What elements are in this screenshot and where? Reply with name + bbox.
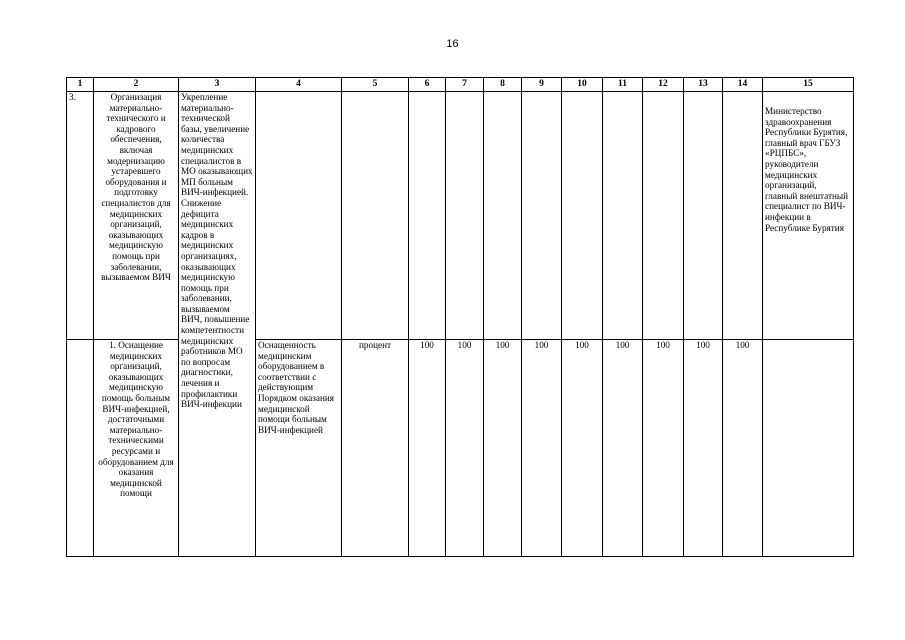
empty-cell <box>684 92 723 340</box>
empty-cell <box>763 340 854 557</box>
empty-cell <box>643 92 684 340</box>
header-cell-10: 10 <box>562 78 603 92</box>
expected-results: Укрепление материально-технической базы, увеличение количества медицинских специалистов в МО оказывающих МП больным ВИЧ-инфекцией. Снижение дефицита медицинских кадров в медицинских организациях, оказывающих медицинскую помощь при заболевании, вызываемом ВИЧ, повышение компетентности медицинских работников МО по вопросам диагностики, лечения и профилактики ВИЧ-инфекции <box>179 92 256 557</box>
value-cell: 100 <box>484 340 522 557</box>
indicator-description: Оснащенность медицинским оборудованием в соответствии с действующим Порядком оказания медицинской помощи больным ВИЧ-инфекцией <box>256 340 342 557</box>
unit-of-measure: процент <box>342 340 409 557</box>
header-cell-7: 7 <box>446 78 484 92</box>
value-cell: 100 <box>643 340 684 557</box>
empty-cell <box>409 92 446 340</box>
task-description: Организация материально-технического и кадрового обеспечения, включая модернизацию устаревшего оборудования и подготовку специалистов для медицинских организаций, оказывающих медицинскую помощь при заболевании, вызываемом ВИЧ <box>94 92 179 340</box>
empty-cell <box>484 92 522 340</box>
page-number: 16 <box>446 38 459 50</box>
header-row <box>67 78 854 92</box>
value-cell: 100 <box>684 340 723 557</box>
header-cell-15: 15 <box>763 78 854 92</box>
responsible-parties <box>763 92 854 340</box>
empty-cell <box>67 340 94 557</box>
header-cell-14: 14 <box>723 78 763 92</box>
value-cell: 100 <box>562 340 603 557</box>
header-cell-9: 9 <box>522 78 562 92</box>
header-cell-8: 8 <box>484 78 522 92</box>
empty-cell <box>446 92 484 340</box>
header-cell-1: 1 <box>67 78 94 92</box>
empty-cell <box>562 92 603 340</box>
header-cell-2: 2 <box>94 78 179 92</box>
responsible-parties-text: Министерство здравоохранения Республики Бурятия, главный врач ГБУЗ «РЦПБС», руководители медицинских организаций, главный внештатный специалист по ВИЧ-инфекции в Республике Бурятия <box>765 106 849 233</box>
value-cell: 100 <box>522 340 562 557</box>
empty-cell <box>522 92 562 340</box>
value-cell: 100 <box>409 340 446 557</box>
table-row <box>67 92 854 340</box>
row-number: 3. <box>67 92 94 340</box>
header-cell-6: 6 <box>409 78 446 92</box>
header-cell-5: 5 <box>342 78 409 92</box>
value-cell: 100 <box>723 340 763 557</box>
measure-description: 1. Оснащение медицинских организаций, оказывающих медицинскую помощь больным ВИЧ-инфекцией, достаточными материально-техническими ресурсами и оборудованием для оказания медицинской помощи <box>94 340 179 557</box>
header-cell-12: 12 <box>643 78 684 92</box>
header-cell-4: 4 <box>256 78 342 92</box>
value-cell: 100 <box>603 340 643 557</box>
value-cell: 100 <box>446 340 484 557</box>
header-cell-3: 3 <box>179 78 256 92</box>
program-table <box>66 77 854 557</box>
empty-cell <box>342 92 409 340</box>
empty-cell <box>723 92 763 340</box>
header-cell-11: 11 <box>603 78 643 92</box>
header-cell-13: 13 <box>684 78 723 92</box>
empty-cell <box>256 92 342 340</box>
empty-cell <box>603 92 643 340</box>
